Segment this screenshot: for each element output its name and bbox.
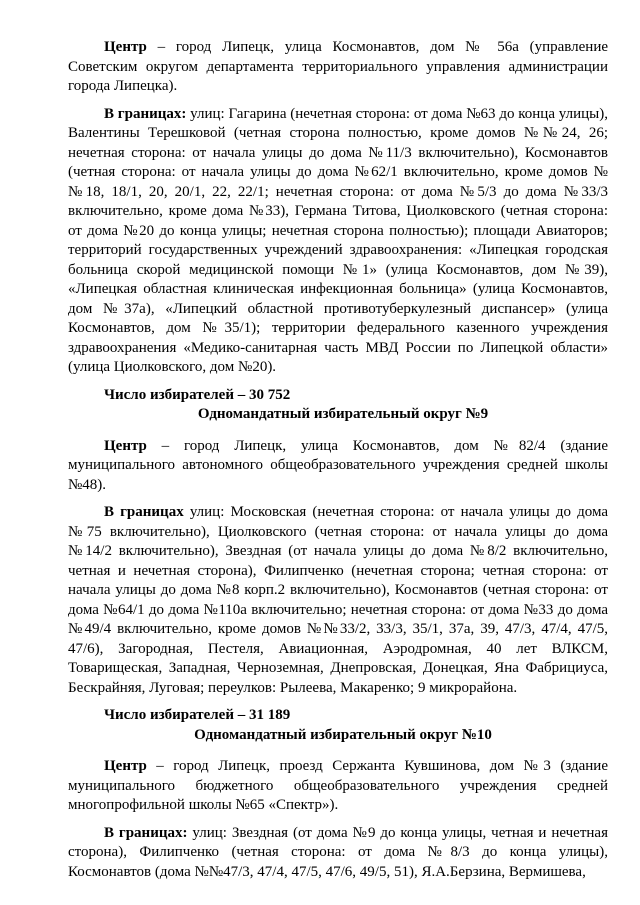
bounds-text: улиц: Гагарина (нечетная сторона: от дома №63 до конца улицы), Валентины Терешковой (четная сторона полностью, кроме домов №№24, 26; нечетная сторона: от начала улицы до дома №11/3 включительно), Космонавтов (четная сторона: от начала улицы до дома №62/1 включительно, кроме домов №№18, 18/1, 20, 20/1, 22, 22/1; нечетная сторона: от дома №5/3 до дома №33/3 включительно, кроме дома №33), Германа Титова, Циолковского (четная сторона: от дома №20 до конца улицы; нечетная сторона полностью); площади Авиаторов; территорий государственных учреждений здравоохранения: «Липецкая городская больница скорой медицинской помощи №1» (улица Космонавтов, дом №39), «Липецкая областная клиническая инфекционная больница» (улица Космонавтов, дом №37а), «Липецкий областной противотуберкулезный диспансер» (улица Космонавтов, дом №35/1); территории федерального казенного учреждения здравоохранения «Медико-санитарная часть МВД России по Липецкой области» (улица Циолковского, дом №20). bbox=[68, 105, 608, 375]
district-9-center bbox=[68, 437, 608, 496]
district-9-voter-count: Число избирателей – 31 189 bbox=[104, 707, 291, 723]
center-text: – город Липецк, проезд Сержанта Кувшинова, дом №3 (здание муниципального бюджетного общеобразовательного учреждения средней многопрофильной школы №65 «Спектр»). bbox=[68, 758, 608, 813]
bounds-label: В границах: bbox=[104, 824, 188, 841]
bounds-label: В границах: bbox=[104, 105, 187, 122]
district-10-heading: Одномандатный избирательный округ №10 bbox=[194, 726, 492, 743]
district-8-center bbox=[68, 38, 608, 97]
center-text: – город Липецк, улица Космонавтов, дом № 56а (управление Советским округом департамента территориального управления администрации города Липецка). bbox=[68, 39, 608, 94]
center-label: Центр bbox=[104, 39, 147, 55]
bounds-label: В границах bbox=[104, 504, 184, 520]
bounds-text: улиц: Звездная (от дома №9 до конца улицы, четная и нечетная сторона), Филипченко (четная сторона: от дома №8/3 до конца улицы), Космонавтов (дома №№47/3, 47/4, 47/5, 47/6, 49/5, 51), Я.А.Берзина, Вермишева, bbox=[68, 824, 608, 880]
center-label: Центр bbox=[104, 437, 147, 454]
district-9-bounds bbox=[68, 503, 608, 698]
bounds-text: улиц: Московская (нечетная сторона: от начала улицы до дома №75 включительно), Циолковского (четная сторона: от начала улицы до дома №14/2 включительно), Звездная (от начала улицы до дома №8/2 включительно, четная и нечетная сторона), Филипченко (нечетная сторона; четная сторона: от начала улицы до дома №8 корп.2 включительно), Космонавтов (четная сторона: от дома №64/1 до дома №110а включительно; нечетная сторона: от дома №33 до дома №49/4 включительно, кроме домов №№33/2, 33/3, 35/1, 37а, 39, 47/3, 47/4, 47/5, 47/6), Загородная, Пестеля, Авиационная, Аэродромная, 40 лет ВЛКСМ, Товарищеская, Западная, Черноземная, Днепровская, Донецкая, Яна Фабрициуса, Бескрайняя, Луговая; переулков: Рылеева, Макаренко; 9 микрорайона. bbox=[68, 504, 608, 696]
district-8-voter-count: Число избирателей – 30 752 bbox=[104, 386, 291, 403]
district-8-bounds bbox=[68, 105, 608, 378]
center-text: – город Липецк, улица Космонавтов, дом №82/4 (здание муниципального автономного общеобразовательного учреждения средней школы №48). bbox=[68, 437, 608, 493]
district-9-heading: Одномандатный избирательный округ №9 bbox=[197, 406, 489, 422]
district-10-center bbox=[68, 757, 608, 816]
center-label: Центр bbox=[104, 758, 147, 774]
district-10-bounds bbox=[68, 824, 608, 883]
